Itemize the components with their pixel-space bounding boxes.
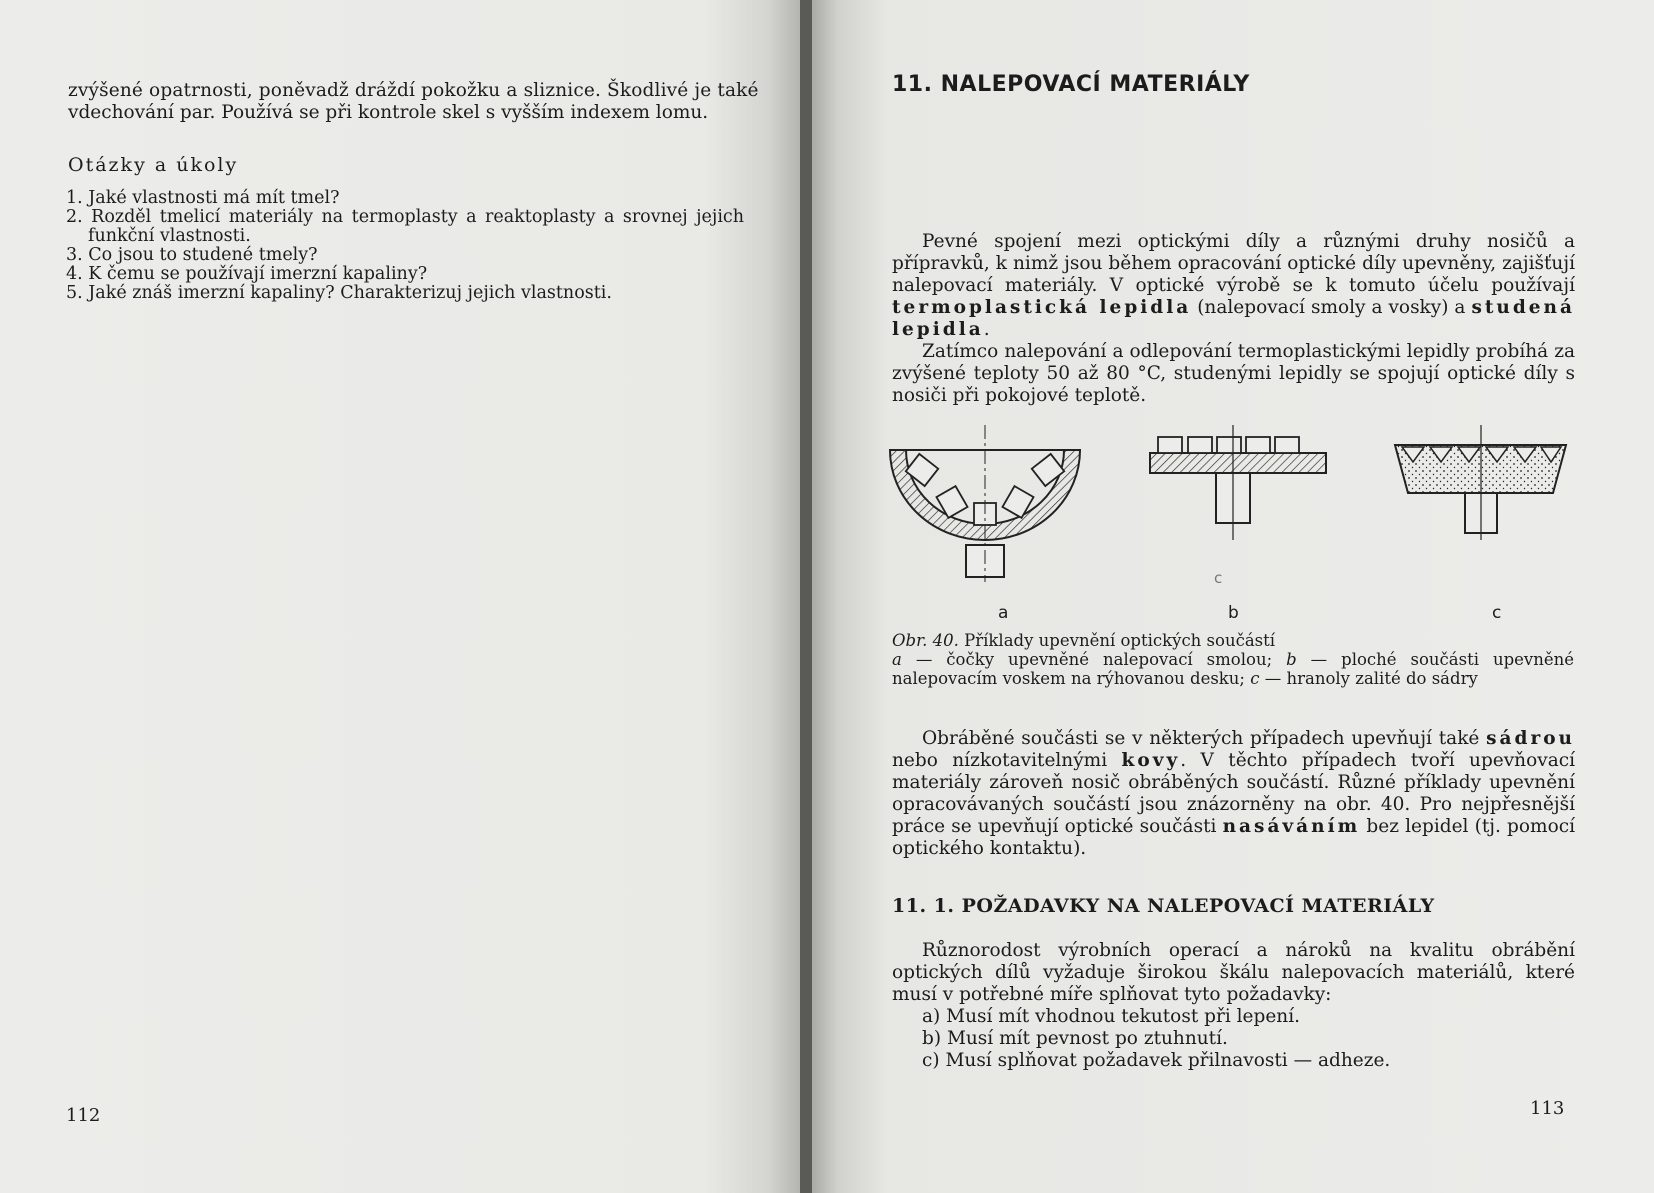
- questions-heading: Otázky a úkoly: [68, 154, 239, 176]
- para1-emphasis-cold: studená lepidla: [892, 297, 1575, 340]
- paragraph-3: [892, 728, 1575, 860]
- paragraph-4: [892, 940, 1575, 1006]
- para3-text: Obráběné součásti se v některých případech upevňují také: [922, 728, 1487, 749]
- figure-label-a: a: [998, 603, 1009, 623]
- para3-emphasis-plaster: sádrou: [1486, 728, 1575, 749]
- requirement-a: a) Musí mít vhodnou tekutost při lepení.: [922, 1006, 1300, 1027]
- para3-emphasis-suction: nasáváním: [1222, 816, 1361, 837]
- paragraph-4-text: Různorodost výrobních operací a nároků na kvalitu obrábění optických dílů vyžaduje širokou škálu nalepovacích materiálů, které musí v potřebné míře splňovat tyto požadavky:: [892, 940, 1575, 1005]
- book-spine: [800, 0, 812, 1193]
- question-item: 5. Jaké znáš imerzní kapaliny? Charakterizuj jejich vlastnosti.: [66, 283, 612, 303]
- left-page: [0, 0, 800, 1193]
- requirement-b: b) Musí mít pevnost po ztuhnutí.: [922, 1028, 1228, 1049]
- para3-text: bez lepidel (tj. pomocí optického kontaktu).: [892, 816, 1575, 859]
- figure-label-c: c: [1492, 603, 1502, 623]
- caption-b-label: b: [1286, 650, 1297, 669]
- caption-c-label: c: [1250, 669, 1260, 688]
- para1-emphasis-thermoplastic: termoplastická lepidla: [892, 297, 1192, 318]
- section-title: 11. 1. POŽADAVKY NA NALEPOVACÍ MATERIÁLY: [892, 895, 1435, 917]
- paragraph-2: Zatímco nalepování a odlepování termoplastickými lepidly probíhá za zvýšené teploty 50 až 80 °C, studenými lepidly se spojují optické díly s nosiči při pokojové teplotě.: [892, 341, 1575, 406]
- chapter-title: 11. NALEPOVACÍ MATERIÁLY: [892, 72, 1250, 97]
- page-number-left: 112: [66, 1105, 101, 1126]
- question-item: 1. Jaké vlastnosti má mít tmel?: [66, 188, 340, 208]
- caption-title: Příklady upevnění optických součástí: [964, 631, 1276, 650]
- question-item: 3. Co jsou to studené tmely?: [66, 245, 318, 265]
- figure-label-b: b: [1228, 603, 1239, 623]
- para1-text: Pevné spojení mezi optickými díly a různými druhy nosičů a přípravků, k nimž jsou během opracování optické díly upevněny, zajišťují nalepovací materiály. V optické výrobě se k tomuto účelu používají: [892, 231, 1575, 296]
- requirement-c: c) Musí splňovat požadavek přilnavosti — adheze.: [922, 1050, 1391, 1071]
- intro-line-2: vdechování par. Používá se při kontrole skel s vyšším indexem lomu.: [68, 102, 709, 123]
- right-page: [812, 0, 1654, 1193]
- intro-line-1: zvýšené opatrnosti, poněvadž dráždí pokožku a sliznice. Škodlivé je také: [68, 80, 759, 101]
- caption-a-label: a: [892, 650, 902, 669]
- page-number-right: 113: [1530, 1098, 1565, 1119]
- caption-figure-number: Obr. 40.: [892, 631, 959, 650]
- figure-stray-mark: c: [1214, 569, 1223, 587]
- para3-text: . V těchto případech tvoří upevňovací materiály zároveň nosič obráběných součástí. Různé příklady upevnění opracovávaných součástí jsou znázorněny na obr. 40. Pro nejpřesnější práce se upevňují optické součásti: [892, 750, 1575, 837]
- para1-text: (nalepovací smoly a vosky) a: [1191, 297, 1472, 318]
- para3-text: nebo nízkotavitelnými: [892, 750, 1122, 771]
- figure-b-grooved-plate: [1150, 425, 1326, 540]
- figure-caption: [892, 631, 1574, 688]
- figure-a-lens-holder: [890, 425, 1080, 582]
- figure-c-plaster-block: [1395, 425, 1566, 540]
- para1-text: .: [983, 319, 990, 340]
- caption-b-text: — ploché součásti upevněné nalepovacím voskem na rýhovanou desku;: [892, 650, 1575, 688]
- figure-40: [812, 0, 1654, 660]
- caption-a-text: — čočky upevněné nalepovací smolou;: [915, 650, 1287, 669]
- question-item: 4. K čemu se používají imerzní kapaliny?: [66, 264, 428, 284]
- questions-list: [66, 189, 744, 303]
- para3-emphasis-metals: kovy: [1121, 750, 1181, 771]
- caption-c-text: — hranoly zalité do sádry: [1264, 669, 1478, 688]
- question-item: 2. Rozděl tmelicí materiály na termoplasty a reaktoplasty a srovnej jejich funkční vlastnosti.: [66, 207, 744, 246]
